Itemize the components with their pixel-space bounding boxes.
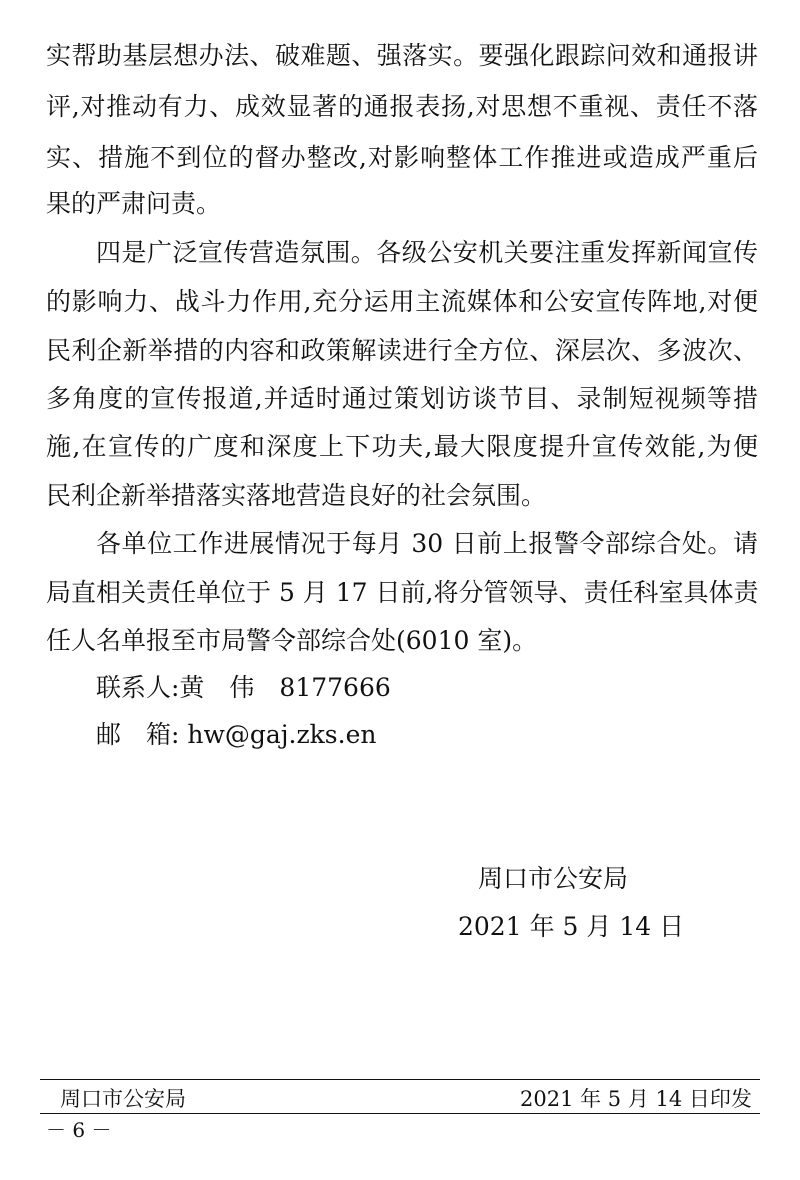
paragraph-3-line-2: 局直相关责任单位于 5 月 17 日前,将分管领导、责任科室具体责 [46,578,759,607]
footer-top-rule [40,1079,760,1080]
contact-person: 联系人:黄 伟 8177666 [96,673,391,702]
paragraph-2-line-2: 的影响力、战斗力作用,充分运用主流媒体和公安宣传阵地,对便 [46,287,758,316]
paragraph-2-line-5: 施,在宣传的广度和深度上下功夫,最大限度提升宣传效能,为便 [46,432,758,461]
signature-org: 周口市公安局 [478,864,629,893]
paragraph-3-line-1: 各单位工作进展情况于每月 30 日前上报警令部综合处。请 [96,529,758,558]
footer-issuer: 周口市公安局 [60,1087,186,1111]
paragraph-2-line-1: 四是广泛宣传营造氛围。各级公安机关要注重发挥新闻宣传 [96,238,758,267]
footer-bottom-rule [40,1113,760,1114]
paragraph-1-line-2: 评,对推动有力、成效显著的通报表扬,对思想不重视、责任不落 [46,92,758,121]
signature-date: 2021 年 5 月 14 日 [458,912,685,941]
paragraph-2-line-3: 民利企新举措的内容和政策解读进行全方位、深层次、多波次、 [46,336,758,365]
paragraph-1-line-1: 实帮助基层想办法、破难题、强落实。要强化跟踪问效和通报讲 [46,41,758,70]
paragraph-2-line-4: 多角度的宣传报道,并适时通过策划访谈节目、录制短视频等措 [46,384,758,413]
footer-issue-date: 2021 年 5 月 14 日印发 [520,1087,752,1111]
paragraph-1-line-3: 实、措施不到位的督办整改,对影响整体工作推进或造成严重后 [46,143,758,172]
contact-email: 邮 箱: hw@gaj.zks.en [96,720,377,749]
paragraph-3-line-3: 任人名单报至市局警令部综合处(6010 室)。 [46,626,538,655]
page-number: － 6 － [46,1118,112,1142]
paragraph-1-line-4: 果的严肃问责。 [46,189,222,218]
paragraph-2-line-6: 民利企新举措落实落地营造良好的社会氛围。 [46,481,547,510]
